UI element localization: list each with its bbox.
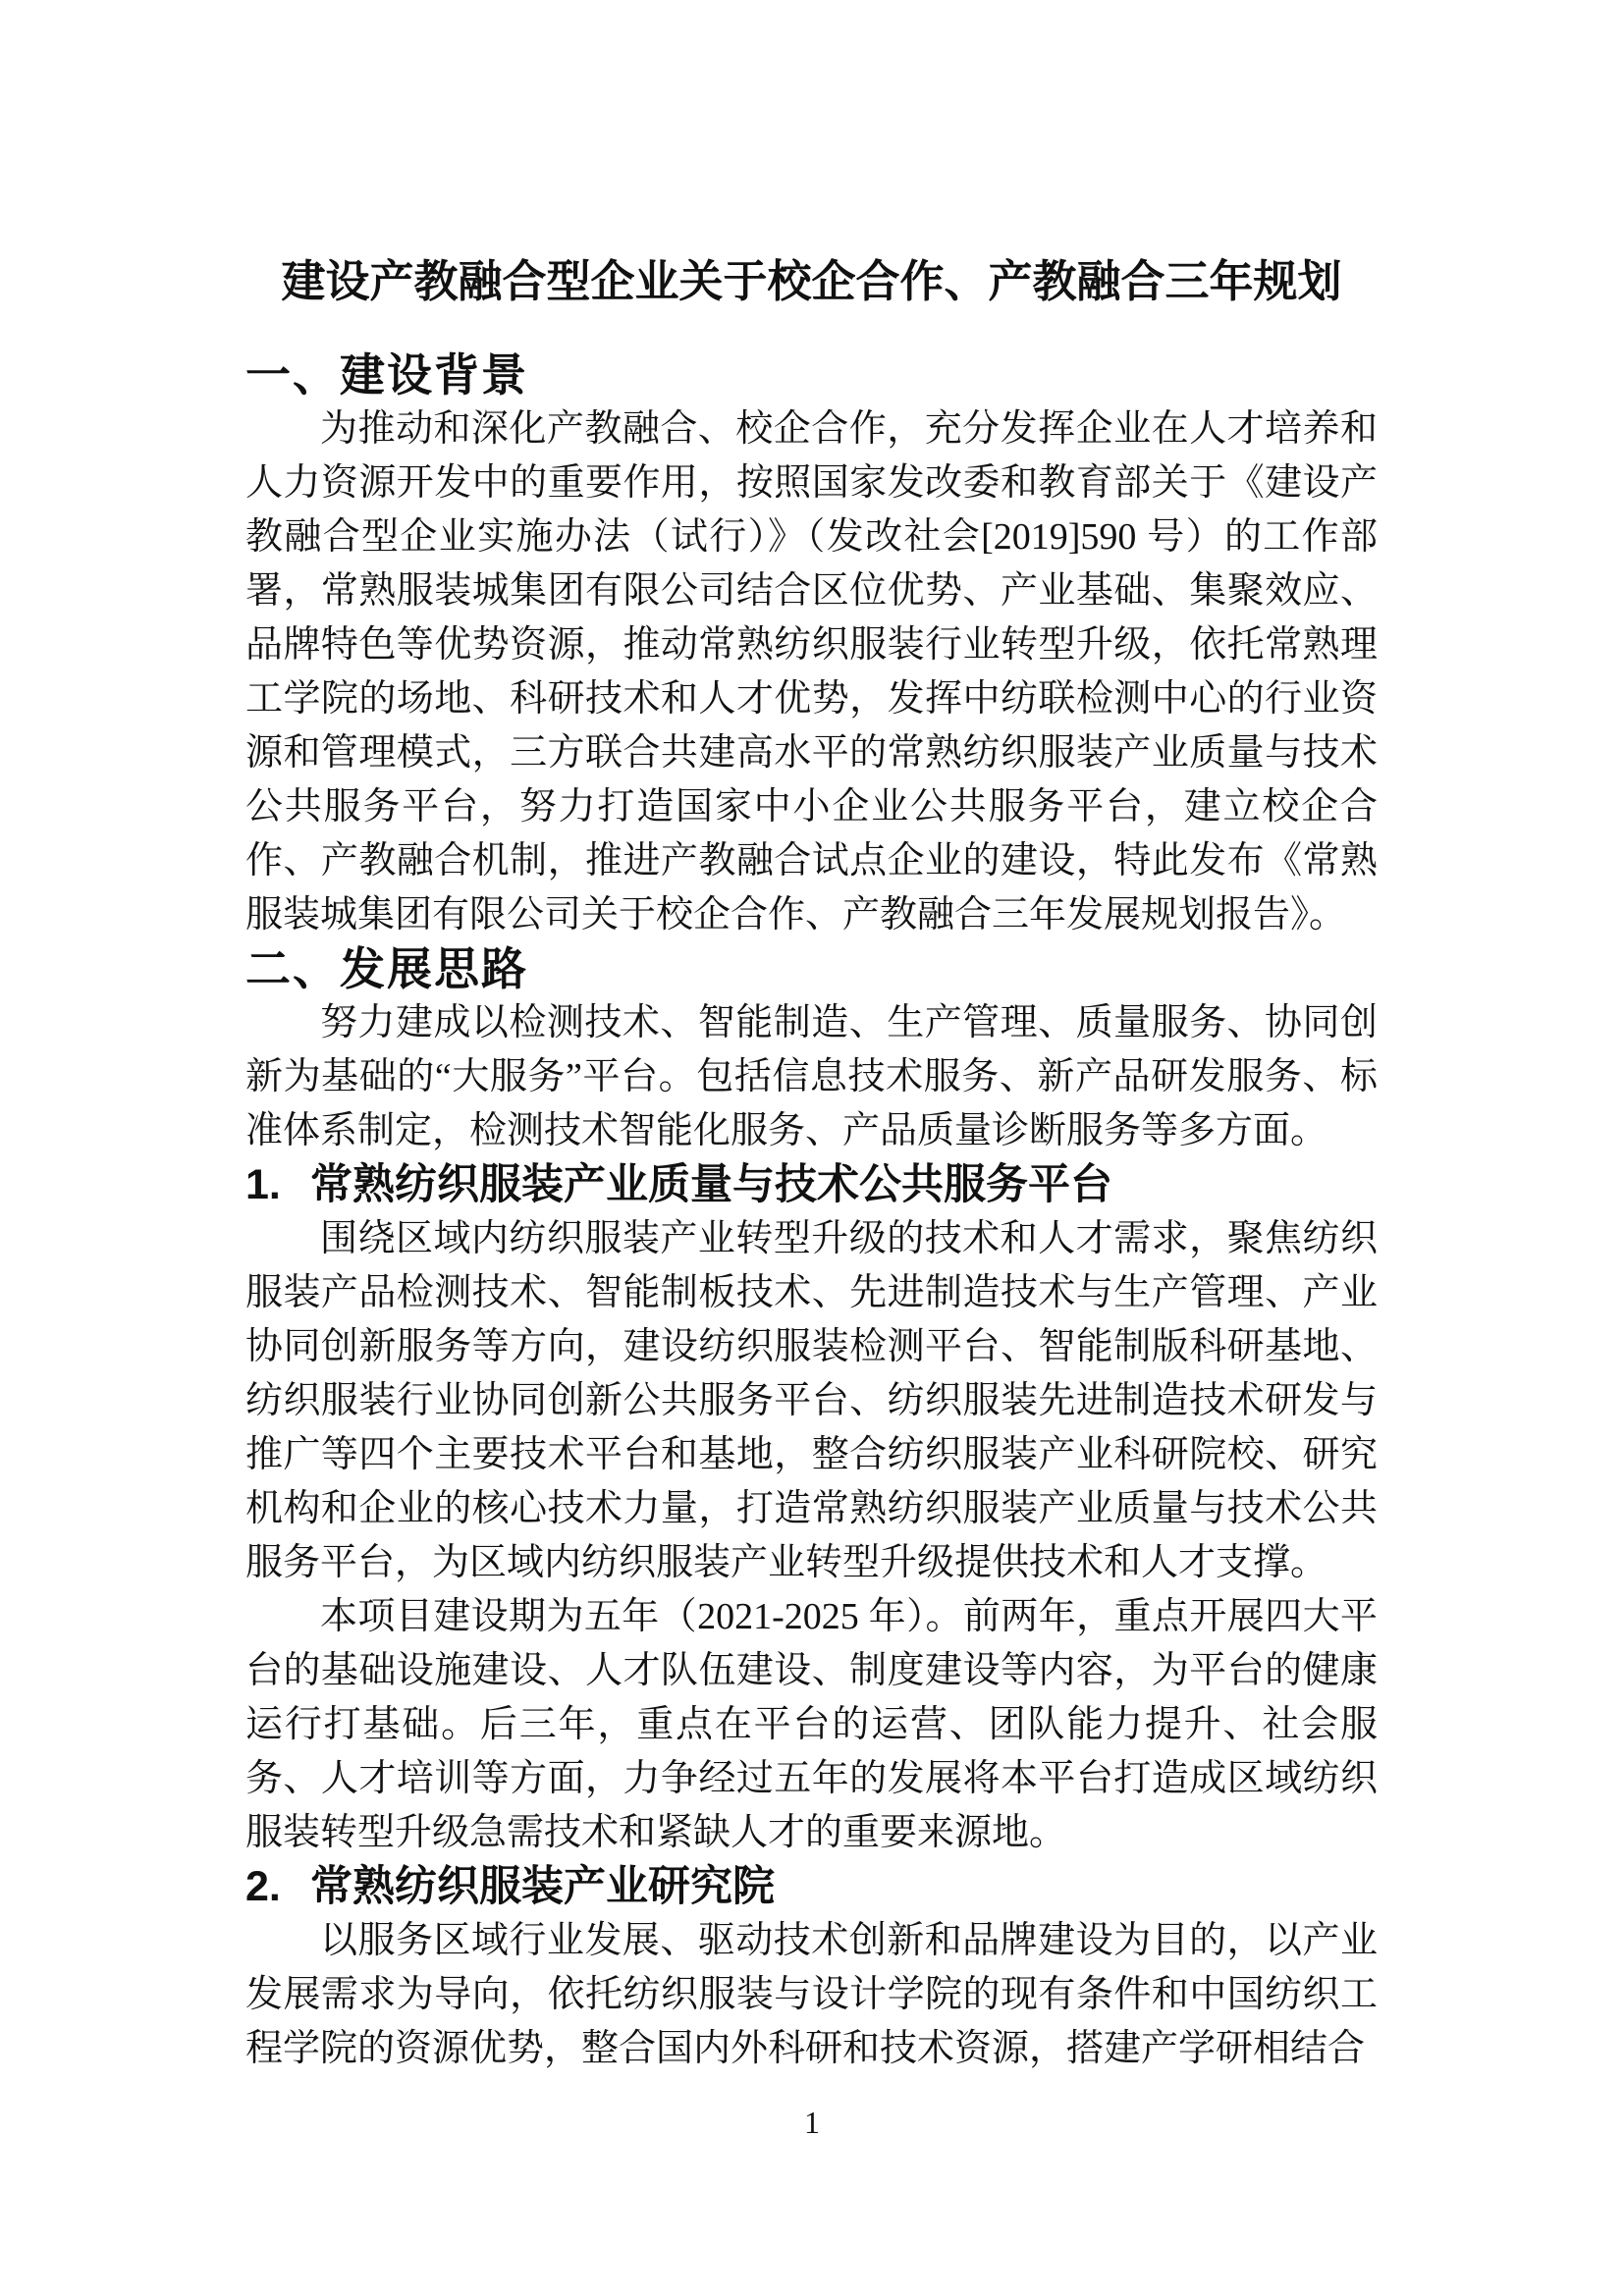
paragraph-platform-plan: 围绕区域内纺织服装产业转型升级的技术和人才需求，聚焦纺织服装产品检测技术、智能制板技术、先进制造技术与生产管理、产业协同创新服务等方向，建设纺织服装检测平台、智能制版科研基地、纺织服装行业协同创新公共服务平台、纺织服装先进制造技术研发与推广等四个主要技术平台和基地，整合纺织服装产业科研院校、研究机构和企业的核心技术力量，打造常熟纺织服装产业质量与技术公共服务平台，为区域内纺织服装产业转型升级提供技术和人才支撑。: [245, 1218, 1378, 1583]
numbered-heading-research-institute: [245, 1860, 1378, 1914]
heading-number: 2.: [245, 1863, 281, 1910]
heading-text: 常熟纺织服装产业质量与技术公共服务平台: [310, 1161, 1112, 1208]
page-number: 1: [804, 2105, 820, 2140]
numbered-heading-service-platform: [245, 1158, 1378, 1212]
document-content: [245, 247, 1378, 2076]
paragraph-project-timeline: 本项目建设期为五年（2021-2025 年）。前两年，重点开展四大平台的基础设施建设、人才队伍建设、制度建设等内容，为平台的健康运行打基础。后三年，重点在平台的运营、团队能力提升、社会服务、人才培训等方面，力争经过五年的发展将本平台打造成区域纺织服装转型升级急需技术和紧缺人才的重要来源地。: [245, 1596, 1378, 1853]
paragraph-background: 为推动和深化产教融合、校企合作，充分发挥企业在人才培养和人力资源开发中的重要作用，按照国家发改委和教育部关于《建设产教融合型企业实施办法（试行）》（发改社会[2019]590 号）的工作部署，常熟服装城集团有限公司结合区位优势、产业基础、集聚效应、品牌特色等优势资源，推动常熟纺织服装行业转型升级，依托常熟理工学院的场地、科研技术和人才优势，发挥中纺联检测中心的行业资源和管理模式，三方联合共建高水平的常熟纺织服装产业质量与技术公共服务平台，努力打造国家中小企业公共服务平台，建立校企合作、产教融合机制，推进产教融合试点企业的建设，特此发布《常熟服装城集团有限公司关于校企合作、产教融合三年发展规划报告》。: [245, 408, 1378, 935]
paragraph-research-institute: 以服务区域行业发展、驱动技术创新和品牌建设为目的，以产业发展需求为导向，依托纺织服装与设计学院的现有条件和中国纺织工程学院的资源优势，整合国内外科研和技术资源，搭建产学研相结合: [245, 1920, 1378, 2069]
paragraph-development-ideas: 努力建成以检测技术、智能制造、生产管理、质量服务、协同创新为基础的“大服务”平台。包括信息技术服务、新产品研发服务、标准体系制定，检测技术智能化服务、产品质量诊断服务等多方面。: [245, 1002, 1378, 1151]
section-heading-construction-background: 一、建设背景: [245, 349, 528, 400]
heading-number: 1.: [245, 1161, 281, 1208]
heading-text: 常熟纺织服装产业研究院: [310, 1863, 775, 1910]
section-heading-development-ideas: 二、发展思路: [245, 943, 528, 994]
document-title: 建设产教融合型企业关于校企合作、产教融合三年规划: [281, 256, 1342, 306]
